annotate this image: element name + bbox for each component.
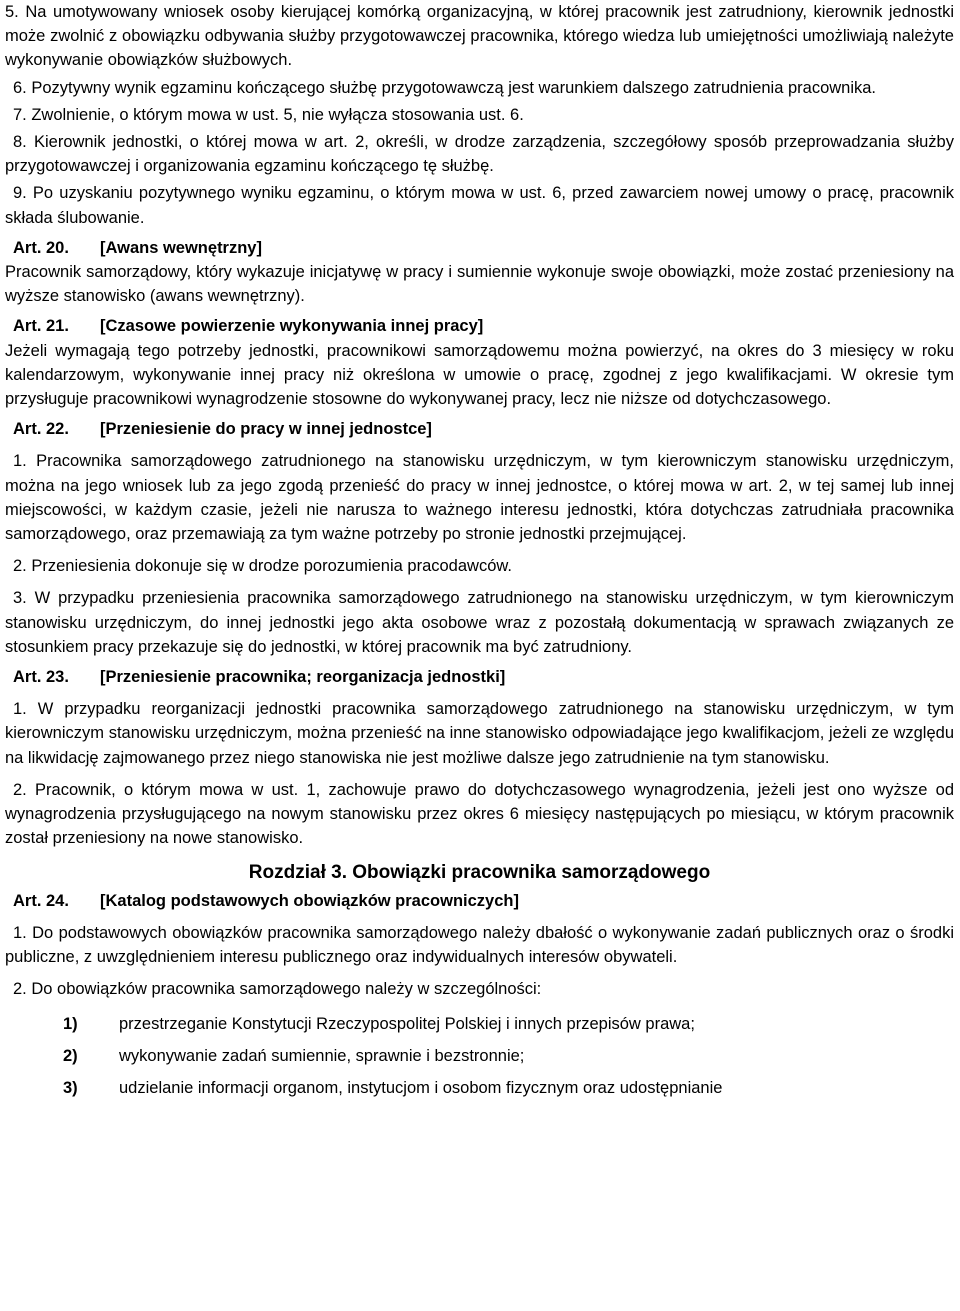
- article-number: Art. 23.: [13, 668, 69, 687]
- list-item-number: 1): [63, 1014, 78, 1033]
- list-item-number: 2): [63, 1046, 78, 1065]
- article-heading: [5, 236, 954, 260]
- list-item-text: udzielanie informacji organom, instytucjom i osobom fizycznym oraz udostępnianie: [119, 1078, 723, 1097]
- article-title: [Awans wewnętrzny]: [100, 238, 262, 257]
- article-number: Art. 22.: [13, 420, 69, 439]
- article-paragraph: Jeżeli wymagają tego potrzeby jednostki, pracownikowi samorządowemu można powierzyć, na okres do 3 miesięcy w roku kalendarzowym, wykonywanie innej pracy niż określona w umowie o pracę, zgodnej z jego kwalifikacjami. W okresie tym przysługuje pracownikowi wynagrodzenie stosowne do wykonywanej pracy, lecz nie niższe od dotychczasowego.: [5, 341, 954, 409]
- paragraph-ust-8: 8. Kierownik jednostki, o której mowa w art. 2, określi, w drodze zarządzenia, szczegółowy sposób przeprowadzania służby przygotowawczej i organizowania egzaminu kończącego tę służbę.: [5, 133, 954, 176]
- article-21: [5, 314, 954, 411]
- article-heading: [5, 889, 954, 913]
- article-24: [5, 889, 954, 1100]
- article-title: [Czasowe powierzenie wykonywania innej pracy]: [100, 317, 484, 336]
- article-paragraph: 2. Przeniesienia dokonuje się w drodze porozumienia pracodawców.: [13, 557, 512, 576]
- list-item: [5, 1012, 954, 1036]
- article-heading: [5, 417, 954, 441]
- article-paragraph: 1. W przypadku reorganizacji jednostki pracownika samorządowego zatrudnionego na stanowisku urzędniczym, w tym kierowniczym stanowisku urzędniczym, można przenieść na inne stanowisko odpowiadające jego kwalifikacjom, jeżeli ze względu na likwidację zajmowanego przez niego stanowiska nie jest możliwe dalsze jego zatrudnienie na tym stanowisku.: [5, 700, 954, 767]
- article-paragraph: Pracownik samorządowy, który wykazuje inicjatywę w pracy i sumiennie wykonuje swoje obowiązki, może zostać przeniesiony na wyższe stanowisko (awans wewnętrzny).: [5, 263, 954, 306]
- article-22: [5, 417, 954, 659]
- paragraph-ust-7: 7. Zwolnienie, o którym mowa w ust. 5, nie wyłącza stosowania ust. 6.: [13, 105, 524, 124]
- article-title: [Przeniesienie do pracy w innej jednostce]: [100, 420, 432, 439]
- article-paragraph: 1. Pracownika samorządowego zatrudnionego na stanowisku urzędniczym, w tym kierowniczym stanowisku urzędniczym, można na jego wniosek lub za jego zgodą przenieść do pracy w innej jednostce, o której mowa w art. 2, w tej samej lub innej miejscowości, w każdym czasie, jeżeli nie narusza to ważnego interesu jednostki, która dotychczas zatrudniała pracownika samorządowego, oraz przemawiają za tym ważne potrzeby po stronie jednostki przejmującej.: [5, 452, 954, 544]
- article-paragraph: 2. Do obowiązków pracownika samorządowego należy w szczególności:: [13, 980, 542, 999]
- article-paragraph: 3. W przypadku przeniesienia pracownika samorządowego zatrudnionego na stanowisku urzędniczym, w tym kierowniczym stanowisku urzędniczym, do innej jednostki jego akta osobowe wraz z pozostałą dokumentacją w sprawach związanych ze stosunkiem pracy przekazuje się do jednostki, w której pracownik ma być zatrudniony.: [5, 589, 954, 656]
- paragraph-ust-9: 9. Po uzyskaniu pozytywnego wyniku egzaminu, o którym mowa w ust. 6, przed zawarciem nowej umowy o pracę, pracownik składa ślubowanie.: [5, 184, 954, 227]
- list-item-text: przestrzeganie Konstytucji Rzeczypospolitej Polskiej i innych przepisów prawa;: [119, 1014, 695, 1033]
- article-23: [5, 665, 954, 850]
- list-item: [5, 1076, 954, 1100]
- article-number: Art. 24.: [13, 891, 69, 910]
- article-20: [5, 236, 954, 309]
- article-number: Art. 20.: [13, 238, 69, 257]
- article-title: [Katalog podstawowych obowiązków pracowniczych]: [100, 891, 519, 910]
- list-item: [5, 1044, 954, 1068]
- article-heading: [5, 665, 954, 689]
- list-item-text: wykonywanie zadań sumiennie, sprawnie i bezstronnie;: [119, 1046, 525, 1065]
- article-paragraph: 2. Pracownik, o którym mowa w ust. 1, zachowuje prawo do dotychczasowego wynagrodzenia, jeżeli jest ono wyższe od wynagrodzenia przysługującego na nowym stanowisku przez okres 6 miesięcy następujących po miesiącu, w którym pracownik został przeniesiony na nowe stanowisko.: [5, 780, 954, 848]
- article-paragraph: 1. Do podstawowych obowiązków pracownika samorządowego należy dbałość o wykonywanie zadań publicznych oraz o środki publiczne, z uwzględnieniem interesu publicznego oraz indywidualnych interesów obywateli.: [5, 923, 954, 967]
- list-item-number: 3): [63, 1078, 78, 1097]
- paragraph-ust-6: 6. Pozytywny wynik egzaminu kończącego służbę przygotowawczą jest warunkiem dalszego zatrudnienia pracownika.: [13, 78, 877, 97]
- chapter-heading: Rozdział 3. Obowiązki pracownika samorządowego: [248, 861, 711, 883]
- article-heading: [5, 314, 954, 338]
- paragraph-ust-5: 5. Na umotywowany wniosek osoby kierującej komórką organizacyjną, w której pracownik jest zatrudniony, kierownik jednostki może zwolnić z obowiązku odbywania służby przygotowawczej pracownika, którego wiedza lub umiejętności umożliwiają należyte wykonywanie obowiązków służbowych.: [5, 3, 954, 70]
- article-title: [Przeniesienie pracownika; reorganizacja jednostki]: [100, 668, 506, 687]
- article-number: Art. 21.: [13, 317, 69, 336]
